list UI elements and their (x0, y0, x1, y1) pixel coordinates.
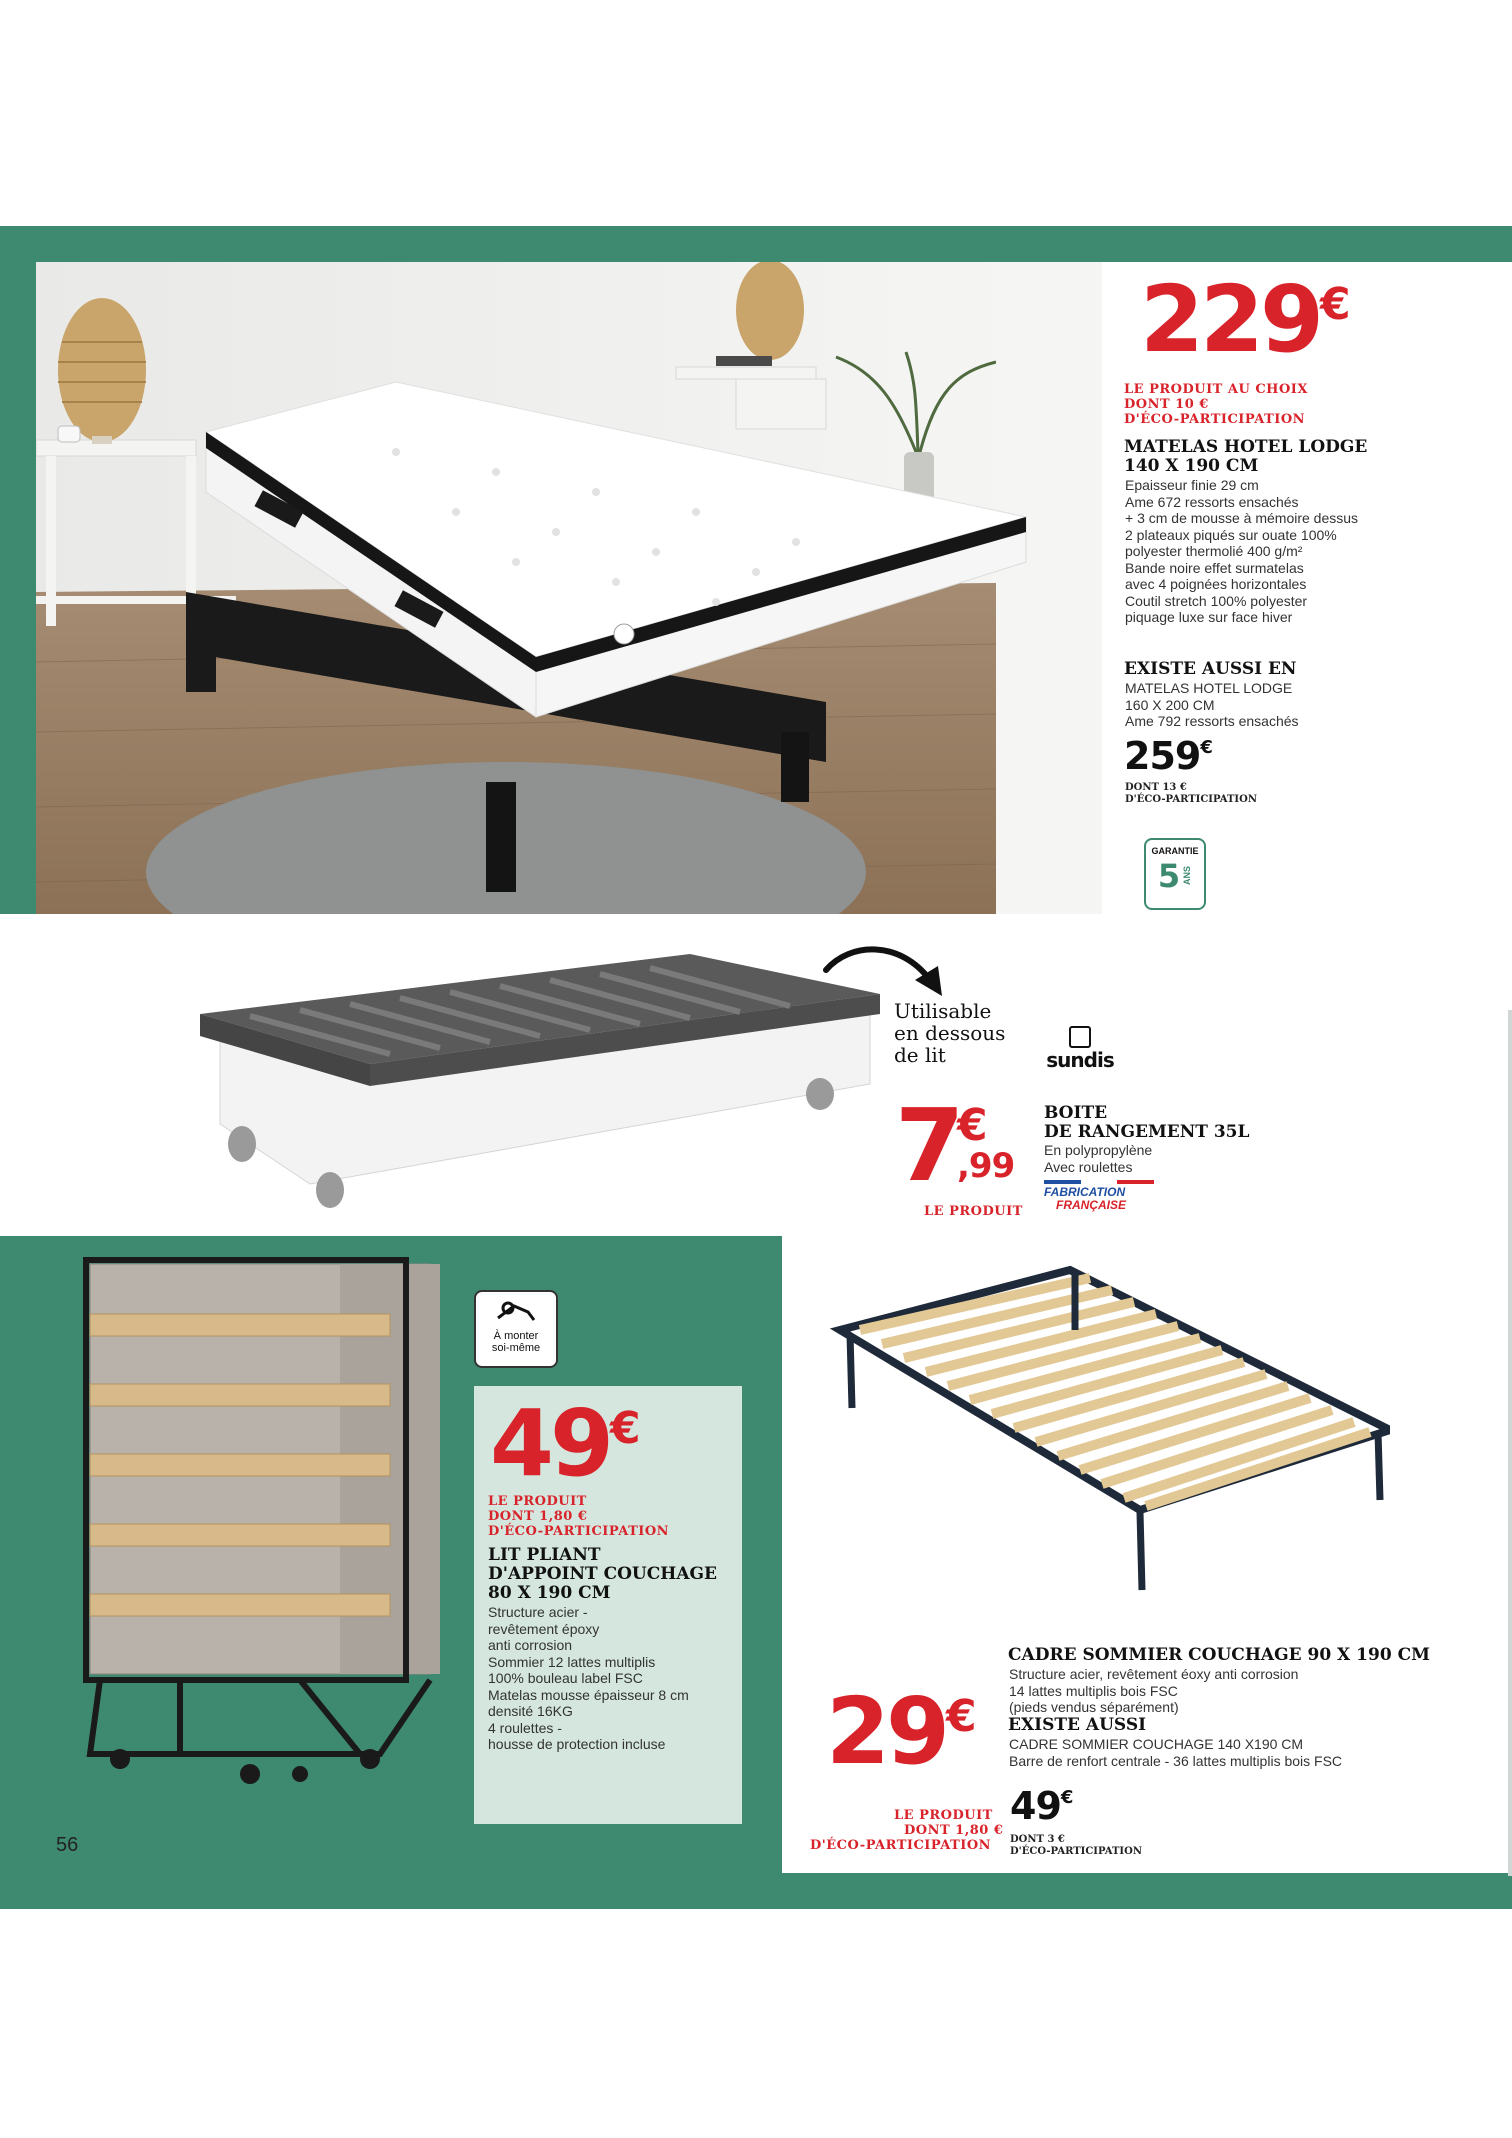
storage-price-currency: € (957, 1100, 988, 1151)
bed-frame-image (830, 1260, 1390, 1640)
folding-bed-title-line2: D'APPOINT COUCHAGE (488, 1564, 717, 1584)
folding-bed-desc-line: Sommier 12 lattes multiplis (488, 1653, 656, 1670)
bed-frame-price-int: 29 (826, 1678, 947, 1785)
storage-title-line2: DE RANGEMENT 35L (1044, 1122, 1250, 1142)
folding-bed-eco-line1: DONT 1,80 € (488, 1509, 588, 1524)
storage-desc-line: Avec roulettes (1044, 1158, 1133, 1175)
curved-arrow-icon (820, 940, 950, 1000)
mattress-also-line: 160 X 200 CM (1125, 696, 1215, 713)
mattress-desc-line: + 3 cm de mousse à mémoire dessus (1125, 510, 1359, 526)
bed-frame-description (1009, 1666, 1298, 1716)
bed-frame-desc-line: 14 lattes multiplis bois FSC (1009, 1682, 1178, 1699)
mattress-also-price (1124, 734, 1213, 778)
bed-frame-eco-line2: D'ÉCO-PARTICIPATION (810, 1838, 992, 1853)
folding-bed-desc-line: 4 roulettes - (488, 1719, 562, 1736)
mattress-price-label: LE PRODUIT AU CHOIX (1124, 382, 1308, 397)
folding-bed-desc-line: anti corrosion (488, 1637, 573, 1653)
made-in-france-badge (1044, 1180, 1164, 1212)
mattress-description (1125, 477, 1505, 626)
mattress-photo (36, 262, 1102, 914)
folding-bed-desc-line: revêtement époxy (488, 1620, 600, 1637)
bed-frame-also-price-int: 49 (1010, 1784, 1061, 1828)
bed-frame-price-currency: € (946, 1691, 977, 1742)
mattress-desc-line: Coutil stretch 100% polyester (1125, 592, 1308, 609)
mattress-desc-line: polyester thermolié 400 g/m² (1125, 543, 1303, 559)
bed-frame-also-title: EXISTE AUSSI (1008, 1715, 1147, 1735)
mattress-price (1140, 266, 1351, 373)
mattress-desc-line: Ame 672 ressorts ensachés (1125, 493, 1299, 510)
bed-frame-price (826, 1678, 977, 1785)
folding-bed-title-line3: 80 X 190 CM (488, 1583, 611, 1603)
storage-usage-note (894, 1000, 1005, 1066)
storage-price (895, 1087, 1035, 1204)
mattress-also-price-currency: € (1200, 737, 1213, 758)
mattress-desc-line: Epaisseur finie 29 cm (1125, 477, 1259, 493)
page-number: 56 (56, 1834, 79, 1856)
folding-bed-desc-line: Matelas mousse épaisseur 8 cm (488, 1686, 689, 1703)
mattress-also-price-int: 259 (1124, 734, 1201, 778)
guarantee-badge (1144, 838, 1206, 910)
folding-bed-image (60, 1254, 460, 1794)
left-green-border (0, 226, 36, 914)
sundis-logo-mark (1069, 1026, 1091, 1048)
bed-frame-desc-line: Structure acier, revêtement éoxy anti corrosion (1009, 1666, 1299, 1682)
folding-bed-title-line1: LIT PLIANT (488, 1545, 601, 1565)
folding-bed-desc-line: densité 16KG (488, 1703, 573, 1719)
storage-description (1044, 1142, 1152, 1175)
mattress-desc-line: 2 plateaux piqués sur ouate 100% (1125, 526, 1337, 543)
folding-bed-desc-line: housse de protection incluse (488, 1736, 666, 1752)
mattress-also-line: Ame 792 ressorts ensachés (1125, 713, 1299, 729)
storage-desc-line: En polypropylène (1044, 1142, 1153, 1158)
mattress-price-int: 229 (1140, 266, 1321, 373)
mattress-also-description (1125, 680, 1299, 730)
bed-frame-also-line: Barre de renfort centrale - 36 lattes multiplis bois FSC (1009, 1752, 1343, 1769)
mattress-price-currency: € (1320, 279, 1351, 330)
usage-note-line: de lit (894, 1043, 946, 1067)
mattress-desc-line: avec 4 poignées horizontales (1125, 576, 1307, 592)
mattress-also-line: MATELAS HOTEL LODGE (1125, 680, 1293, 696)
assembly-line2: soi-même (491, 1342, 541, 1354)
guarantee-years: 5 (1157, 857, 1181, 895)
bed-frame-also-eco-line2: D'ÉCO-PARTICIPATION (1010, 1846, 1142, 1857)
folding-bed-price (490, 1390, 641, 1497)
bed-frame-also-eco-line1: DONT 3 € (1010, 1834, 1065, 1845)
mattress-eco-line1: DONT 10 € (1124, 397, 1209, 412)
storage-title-line1: BOITE (1044, 1103, 1108, 1123)
bed-frame-title: CADRE SOMMIER COUCHAGE 90 X 190 CM (1008, 1645, 1430, 1665)
mattress-also-eco-line1: DONT 13 € (1125, 782, 1187, 793)
storage-price-label: LE PRODUIT (924, 1204, 1023, 1219)
mattress-also-eco-line2: D'ÉCO-PARTICIPATION (1125, 794, 1257, 805)
storage-price-int: 7 (895, 1087, 961, 1204)
folding-bed-eco-line2: D'ÉCO-PARTICIPATION (488, 1524, 670, 1539)
assembly-icon (476, 1292, 556, 1330)
storage-box-image (190, 944, 890, 1224)
folding-bed-description (488, 1604, 738, 1753)
assembly-badge (474, 1290, 558, 1368)
bed-frame-eco-line1: DONT 1,80 € (904, 1823, 1004, 1838)
top-green-band (0, 226, 1512, 262)
bed-frame-also-description (1009, 1736, 1342, 1769)
assembly-line1: À monter (493, 1330, 539, 1342)
guarantee-label: GARANTIE (1151, 846, 1199, 856)
mattress-also-title: EXISTE AUSSI EN (1124, 659, 1297, 679)
sundis-logo (1040, 1026, 1120, 1078)
folding-bed-price-int: 49 (490, 1390, 611, 1497)
folding-bed-desc-line: Structure acier - (488, 1604, 588, 1620)
mattress-title-line1: MATELAS HOTEL LODGE (1124, 437, 1368, 457)
bed-frame-also-price (1010, 1784, 1073, 1828)
folding-bed-desc-line: 100% bouleau label FSC (488, 1670, 643, 1686)
storage-price-decimals: ,99 (957, 1146, 1015, 1186)
bed-frame-also-price-currency: € (1060, 1787, 1074, 1808)
right-thin-border (1508, 1010, 1512, 1876)
bottom-green-band (0, 1873, 1512, 1909)
guarantee-unit: ANS (1182, 866, 1193, 886)
folding-bed-price-currency: € (610, 1403, 641, 1454)
folding-bed-price-label: LE PRODUIT (488, 1494, 587, 1509)
origin-line2: FRANÇAISE (1056, 1198, 1127, 1212)
usage-note-line: en dessous (894, 1021, 1006, 1045)
bed-frame-price-label: LE PRODUIT (894, 1808, 993, 1823)
mattress-desc-line: Bande noire effet surmatelas (1125, 559, 1304, 576)
bed-frame-desc-line: (pieds vendus séparément) (1009, 1699, 1179, 1715)
bed-frame-also-line: CADRE SOMMIER COUCHAGE 140 X190 CM (1009, 1736, 1304, 1752)
sundis-brand: sundis (1046, 1048, 1114, 1072)
left-lower-green-border (0, 1236, 36, 1876)
mattress-desc-line: piquage luxe sur face hiver (1125, 609, 1293, 625)
usage-note-line: Utilisable (894, 999, 992, 1023)
mattress-title-line2: 140 X 190 CM (1124, 456, 1259, 476)
origin-line1: FABRICATION (1044, 1185, 1126, 1199)
mattress-eco-line2: D'ÉCO-PARTICIPATION (1124, 412, 1306, 427)
